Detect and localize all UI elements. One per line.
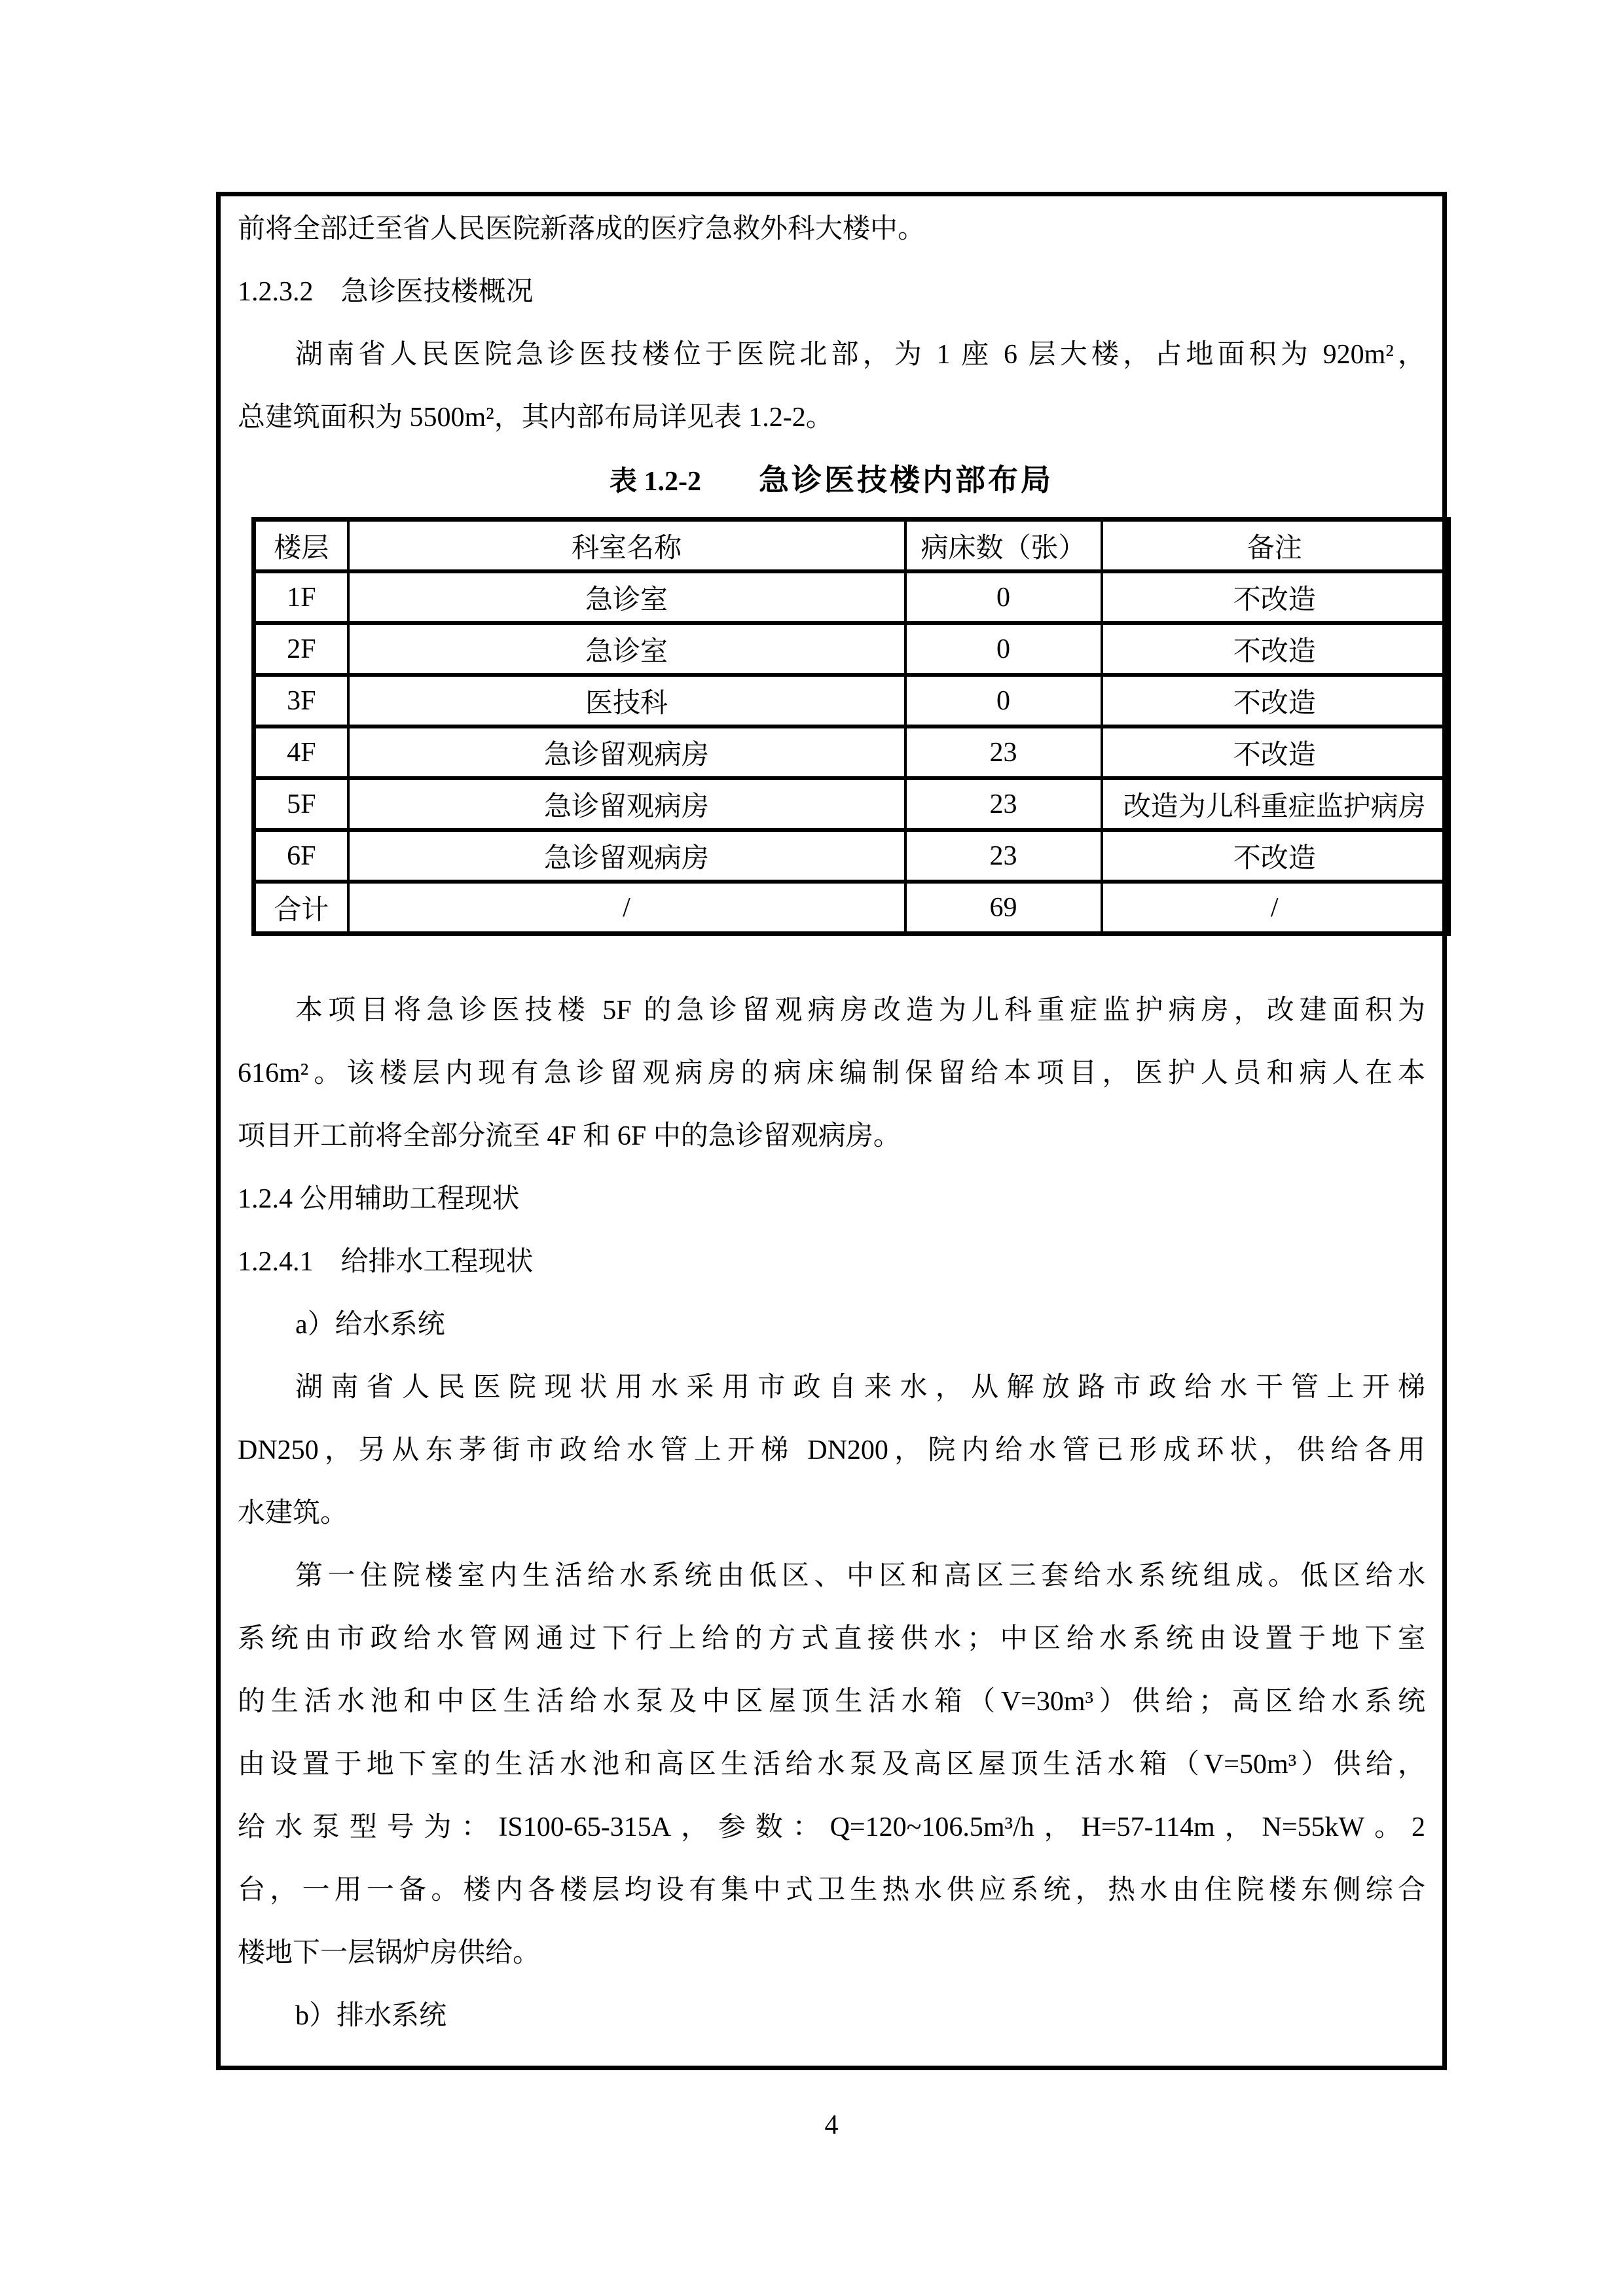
table-cell: 4F [254,726,348,778]
table-cell: / [348,882,905,934]
paragraph-line: 第一住院楼室内生活给水系统由低区、中区和高区三套给水系统组成。低区给水 [295,1561,1425,1591]
table-row [254,726,1449,778]
paragraph-line: 湖南省人民医院现状用水采用市政自来水，从解放路市政给水干管上开梯 [295,1372,1425,1403]
table-cell: 急诊室 [348,623,905,675]
page-number: 4 [824,2110,839,2140]
paragraph-line: DN250，另从东茅街市政给水管上开梯 DN200，院内给水管已形成环状，供给各用 [238,1435,1425,1465]
paragraph-line: 616m²。该楼层内现有急诊留观病房的病床编制保留给本项目，医护人员和病人在本 [238,1058,1425,1088]
paragraph-line: 台，一用一备。楼内各楼层均设有集中式卫生热水供应系统，热水由住院楼东侧综合 [238,1875,1425,1905]
table-row [254,675,1449,726]
table-cell: 1F [254,571,348,623]
table-header-row [254,520,1449,572]
table-cell: / [1102,882,1449,934]
subheading-b-drainage: b）排水系统 [295,2001,447,2031]
table-row [254,623,1449,675]
table-cell: 急诊留观病房 [348,778,905,830]
paragraph-line: 给水泵型号为：IS100-65-315A，参数：Q=120~106.5m³/h，H=57-114m，N=55kW。2 [238,1812,1425,1842]
table-cell: 3F [254,675,348,726]
table-cell: 0 [905,571,1102,623]
table-caption-title: 急诊医技楼内部布局 [759,463,1053,497]
table-header-beds: 病床数（张） [905,520,1102,572]
table-cell: 5F [254,778,348,830]
paragraph-line: 前将全部迁至省人民医院新落成的医疗急救外科大楼中。 [238,214,926,244]
paragraph-line: 由设置于地下室的生活水池和高区生活给水泵及高区屋顶生活水箱（V=50m³）供给， [238,1749,1425,1780]
heading-1-2-4-1: 1.2.4.1 给排水工程现状 [238,1247,534,1277]
heading-1-2-3-2: 1.2.3.2 急诊医技楼概况 [238,277,534,307]
table-cell: 急诊室 [348,571,905,623]
table-cell: 医技科 [348,675,905,726]
paragraph-line: 系统由市政给水管网通过下行上给的方式直接供水；中区给水系统由设置于地下室 [238,1624,1425,1654]
table-header-remark: 备注 [1102,520,1449,572]
paragraph-line: 湖南省人民医院急诊医技楼位于医院北部，为 1 座 6 层大楼，占地面积为 920m²， [295,340,1425,370]
heading-1-2-4: 1.2.4 公用辅助工程现状 [238,1184,520,1214]
table-cell: 23 [905,778,1102,830]
paragraph-line: 总建筑面积为 5500m²，其内部布局详见表 1.2-2。 [238,403,833,433]
paragraph-line: 楼地下一层锅炉房供给。 [238,1938,541,1968]
table-row [254,571,1449,623]
table-cell: 69 [905,882,1102,934]
table-cell: 23 [905,726,1102,778]
table-row [254,778,1449,830]
emergency-building-layout-table [251,517,1451,936]
table-cell: 急诊留观病房 [348,726,905,778]
table-cell: 不改造 [1102,623,1449,675]
paragraph-line: 的生活水池和中区生活给水泵及中区屋顶生活水箱（V=30m³）供给；高区给水系统 [238,1687,1425,1717]
table-cell: 不改造 [1102,571,1449,623]
table-cell: 不改造 [1102,726,1449,778]
paragraph-line: 本项目将急诊医技楼 5F 的急诊留观病房改造为儿科重症监护病房，改建面积为 [295,996,1425,1026]
table-cell: 0 [905,675,1102,726]
content-frame [216,192,1447,2070]
table-caption-label: 表 1.2-2 [610,467,701,497]
paragraph-line: 水建筑。 [238,1498,348,1528]
table-cell: 合计 [254,882,348,934]
table-cell: 6F [254,830,348,882]
table-cell: 急诊留观病房 [348,830,905,882]
table-cell: 23 [905,830,1102,882]
table-cell: 不改造 [1102,675,1449,726]
table-cell: 不改造 [1102,830,1449,882]
table-cell: 2F [254,623,348,675]
subheading-a-water-supply: a）给水系统 [295,1310,445,1340]
table-cell: 改造为儿科重症监护病房 [1102,778,1449,830]
table-row-total [254,882,1449,934]
table-row [254,830,1449,882]
table-caption [238,449,1425,513]
table-header-department: 科室名称 [348,520,905,572]
table-header-floor: 楼层 [254,520,348,572]
paragraph-line: 项目开工前将全部分流至 4F 和 6F 中的急诊留观病房。 [238,1121,901,1151]
table-cell: 0 [905,623,1102,675]
